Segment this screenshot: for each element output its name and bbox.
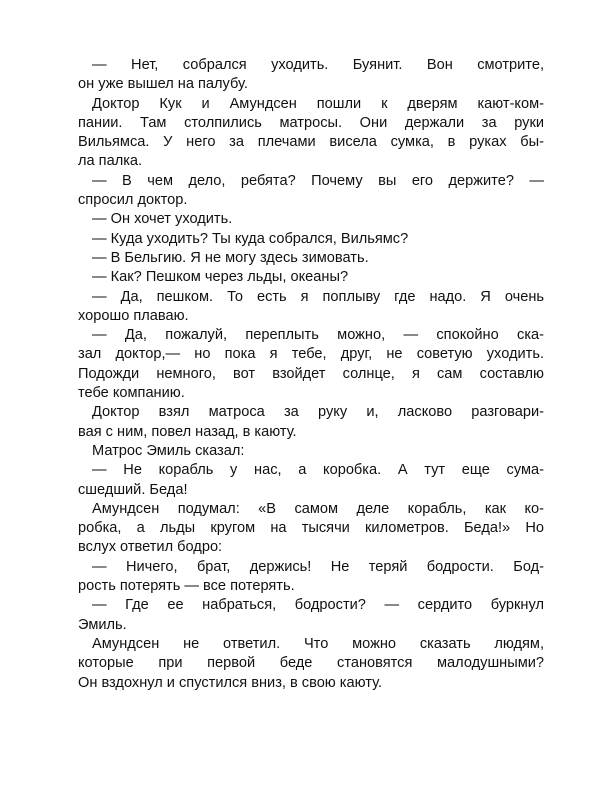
text-line: Доктор Кук и Амундсен пошли к дверям кают-ком- xyxy=(92,95,544,112)
body-text xyxy=(78,56,544,693)
text-line: Амундсен подумал: «В самом деле корабль, как ко- xyxy=(92,500,544,517)
text-line: Вильямса. У него за плечами висела сумка, в руках бы- xyxy=(78,134,544,151)
text-line: робка, а льды кругом на тысячи километров. Беда!» Но xyxy=(78,520,544,537)
text-line: ла палка. xyxy=(78,153,143,170)
text-line: — Как? Пешком через льды, океаны? xyxy=(92,269,349,286)
text-line: — Куда уходить? Ты куда собрался, Вильямс? xyxy=(92,230,409,247)
text-line: Амундсен не ответил. Что можно сказать людям, xyxy=(92,635,544,652)
text-line: — Не корабль у нас, а коробка. А тут еще сума- xyxy=(92,462,544,479)
text-line: — Он хочет уходить. xyxy=(92,211,233,228)
text-line: — Где ее набраться, бодрости? — сердито буркнул xyxy=(92,597,544,614)
text-line: он уже вышел на палубу. xyxy=(78,76,248,93)
text-line: спросил доктор. xyxy=(78,192,188,209)
text-line: Эмиль. xyxy=(78,616,127,633)
text-line: — В чем дело, ребята? Почему вы его держите? — xyxy=(92,172,544,189)
text-line: Подожди немного, вот взойдет солнце, я сам составлю xyxy=(78,365,544,382)
text-line: — В Бельгию. Я не могу здесь зимовать. xyxy=(92,249,369,266)
text-line: — Да, пешком. То есть я поплыву где надо. Я очень xyxy=(92,288,544,305)
text-line: Матрос Эмиль сказал: xyxy=(92,442,245,459)
text-line: вая с ним, повел назад, в каюту. xyxy=(78,423,297,440)
text-line: Он вздохнул и спустился вниз, в свою каюту. xyxy=(78,674,382,691)
text-line: рость потерять — все потерять. xyxy=(78,578,295,595)
text-line: тебе компанию. xyxy=(78,385,185,402)
text-line: зал доктор,— но пока я тебе, друг, не советую уходить. xyxy=(78,346,544,363)
text-line: вслух ответил бодро: xyxy=(78,539,223,556)
text-line: — Да, пожалуй, переплыть можно, — спокойно ска- xyxy=(92,327,544,344)
text-line: Доктор взял матроса за руку и, ласково разговари- xyxy=(92,404,544,421)
text-line: — Нет, собрался уходить. Буянит. Вон смотрите, xyxy=(92,57,544,73)
text-line: пании. Там столпились матросы. Они держали за руки xyxy=(78,114,544,131)
text-line: хорошо плаваю. xyxy=(78,307,189,324)
text-line: — Ничего, брат, держись! Не теряй бодрости. Бод- xyxy=(92,558,544,575)
text-line: сшедший. Беда! xyxy=(78,481,188,498)
text-line: которые при первой беде становятся малодушными? xyxy=(78,655,544,672)
